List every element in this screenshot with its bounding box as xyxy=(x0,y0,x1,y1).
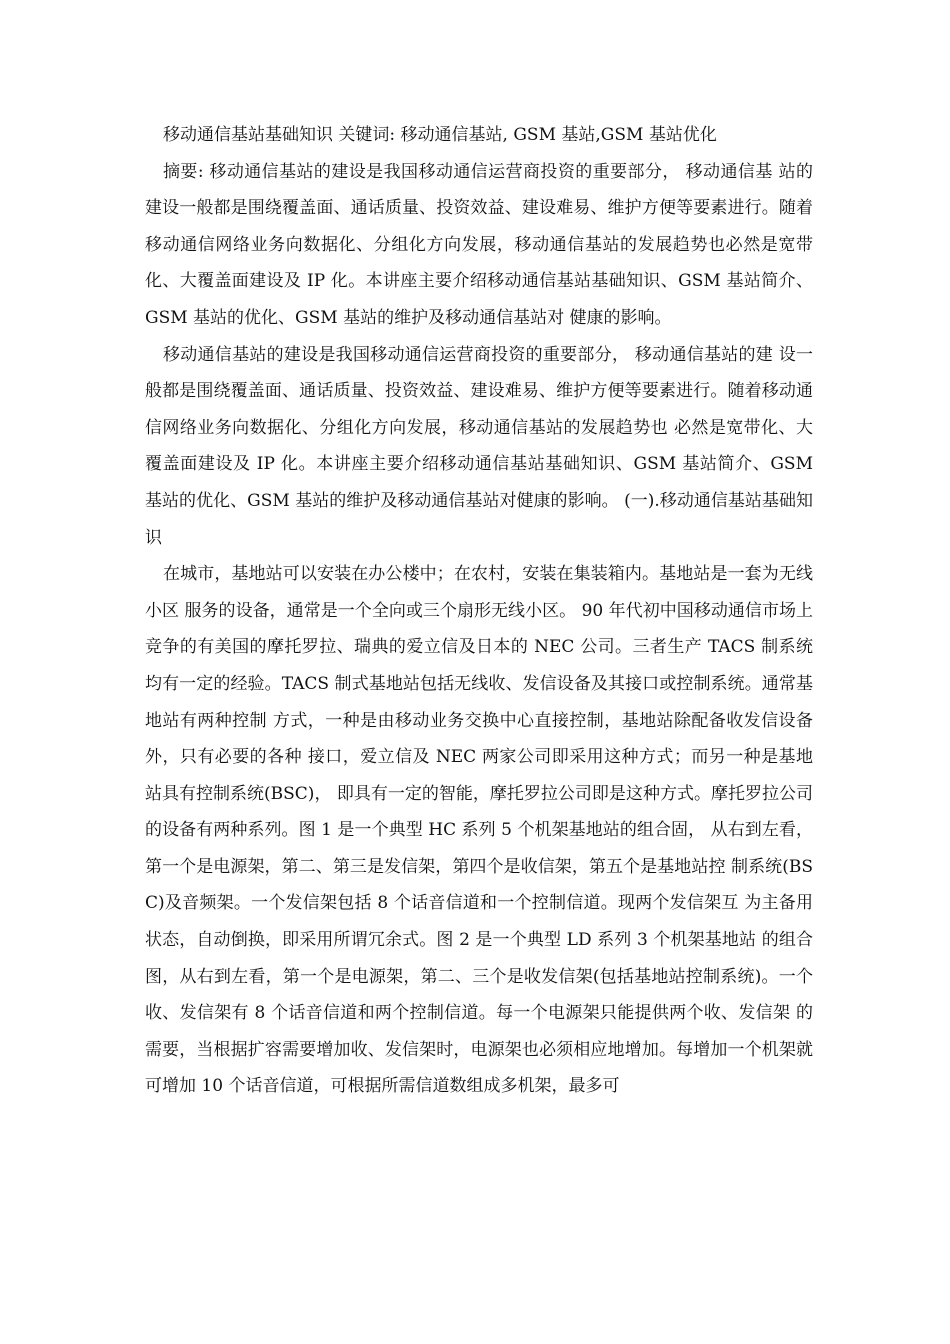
abstract-paragraph: 摘要: 移动通信基站的建设是我国移动通信运营商投资的重要部分， 移动通信基 站的建设一般都是围绕覆盖面、通话质量、投资效益、建设难易、维护方便等要素进行。随着移动通信网络业务向数据化、分组化方向发展，移动通信基站的发展趋势也必然是宽带化、大覆盖面建设及 IP 化。本讲座主要介绍移动通信基站基础知识、GSM 基站简介、GSM 基站的优化、GSM 基站的维护及移动通信基站对 健康的影响。 xyxy=(145,161,813,328)
intro-paragraph: 移动通信基站的建设是我国移动通信运营商投资的重要部分， 移动通信基站的建 设一般都是围绕覆盖面、通话质量、投资效益、建设难易、维护方便等要素进行。随着移动通信网络业务向数据化、分组化方向发展，移动通信基站的发展趋势也 必然是宽带化、大覆盖面建设及 IP 化。本讲座主要介绍移动通信基站基础知识、GSM 基站简介、GSM 基站的优化、GSM 基站的维护及移动通信基站对健康的影响。 (一).移动通信基站基础知识 xyxy=(145,344,813,548)
keywords-line: 移动通信基站基础知识 关键词: 移动通信基站, GSM 基站,GSM 基站优化 xyxy=(163,125,717,145)
document-body xyxy=(145,117,813,1105)
base-station-paragraph: 在城市，基地站可以安装在办公楼中；在农村，安装在集装箱内。基地站是一套为无线小区 服务的设备，通常是一个全向或三个扇形无线小区。 90 年代初中国移动通信市场上竞争的有美国的摩托罗拉、瑞典的爱立信及日本的 NEC 公司。三者生产 TACS 制系统均有一定的经验。TACS 制式基地站包括无线收、发信设备及其接口或控制系统。通常基地站有两种控制 方式，一种是由移动业务交换中心直接控制，基地站除配备收发信设备外，只有必要的各种 接口，爱立信及 NEC 两家公司即采用这种方式；而另一种是基地站具有控制系统(BSC)， 即具有一定的智能，摩托罗拉公司即是这种方式。摩托罗拉公司的设备有两种系列。图 1 是一个典型 HC 系列 5 个机架基地站的组合固， 从右到左看，第一个是电源架，第二、第三是发信架，第四个是收信架，第五个是基地站控 制系统(BSC)及音频架。一个发信架包括 8 个话音信道和一个控制信道。现两个发信架互 为主备用状态，自动倒换，即采用所谓冗余式。图 2 是一个典型 LD 系列 3 个机架基地站 的组合图，从右到左看，第一个是电源架，第二、三个是收发信架(包括基地站控制系统)。一个收、发信架有 8 个话音信道和两个控制信道。每一个电源架只能提供两个收、发信架 的需要，当根据扩容需要增加收、发信架时，电源架也必须相应地增加。每增加一个机架就 可增加 10 个话音信道，可根据所需信道数组成多机架，最多可 xyxy=(145,564,813,1097)
